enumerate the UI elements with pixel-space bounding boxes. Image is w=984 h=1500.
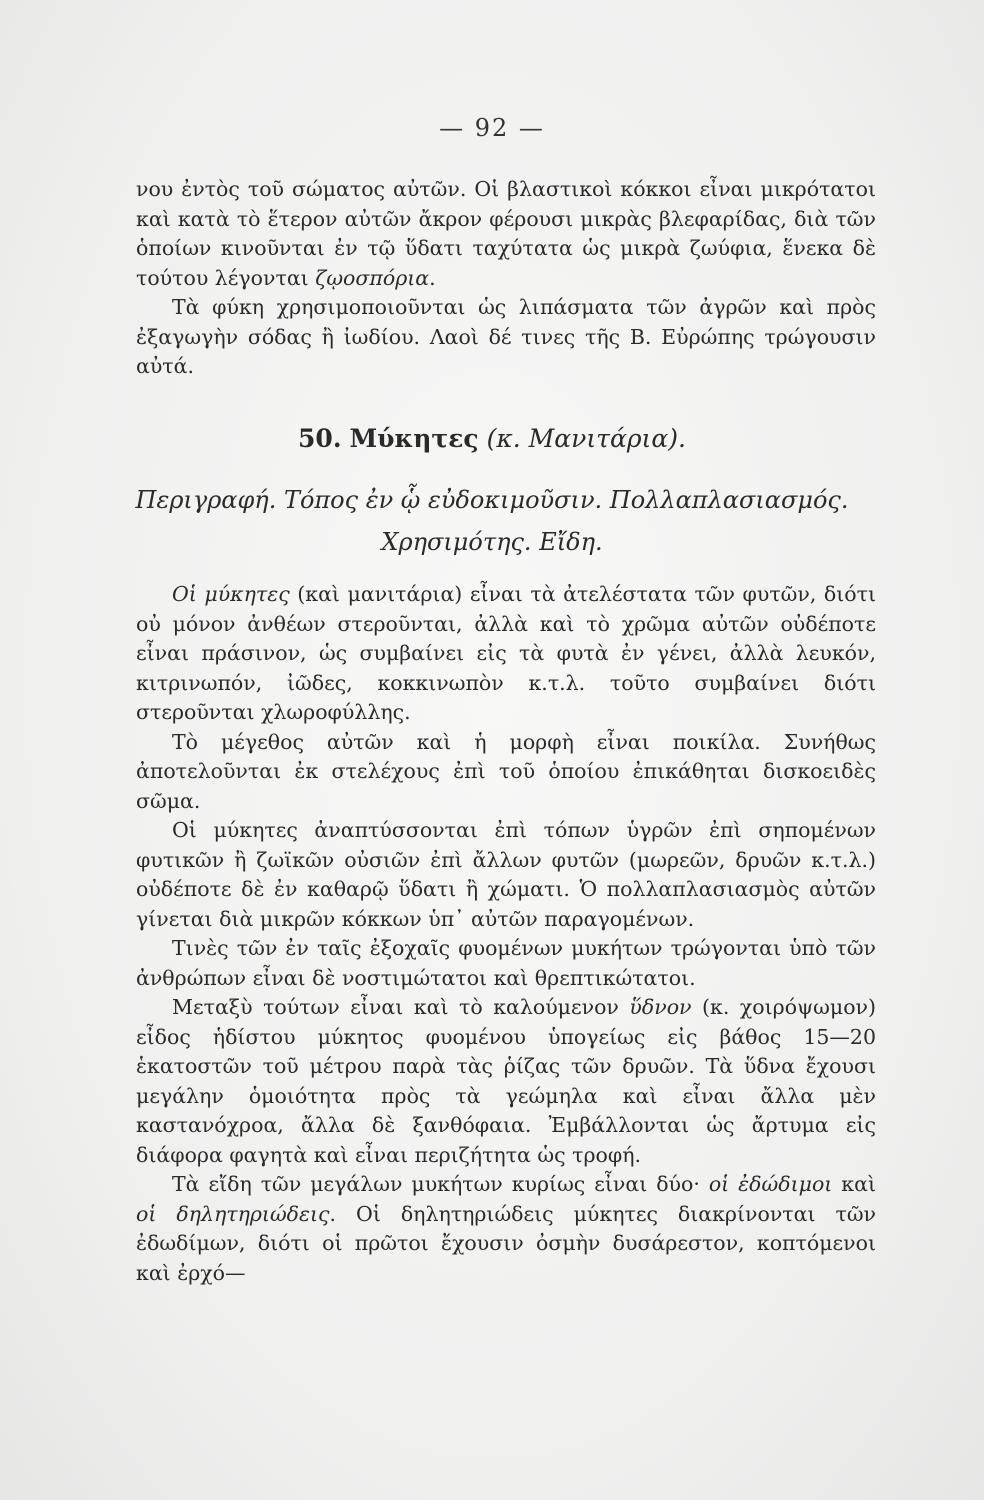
paragraph-text: καὶ [832, 1172, 876, 1196]
section-alt-name: (κ. Μανιτάρια). [486, 424, 686, 453]
section-title: Μύκητες [349, 424, 479, 453]
paragraph-uses-of-algae: Τὰ φύκη χρησιμοποιοῦνται ὡς λιπάσματα τῶν ἀγρῶν καὶ πρὸς ἐξαγωγὴν σόδας ἢ ἰωδίου. Λαοὶ δέ τινες τῆς Β. Εὐρώπης τρώγουσιν αὐτά. [136, 295, 876, 378]
paragraph-text: Μεταξὺ τούτων εἶναι καὶ τὸ καλούμενον [172, 995, 630, 1019]
paragraph-form: Τὸ μέγεθος αὐτῶν καὶ ἡ μορφὴ εἶναι ποικίλα. Συνήθως ἀποτελοῦνται ἐκ στελέχους ἐπὶ τοῦ ὁποίου ἐπικάθηται δισκοειδὲς σῶμα. [136, 729, 876, 813]
paragraph-text: νου ἐντὸς τοῦ σώματος αὐτῶν. Οἱ βλαστικοὶ κόκκοι εἶναι μικρότατοι καὶ κατὰ τὸ ἕτερον αὐτῶν ἄκρον φέρουσι μικρὰς βλεφαρίδας, διὰ τῶν ὁποίων κινοῦνται ἐν τῷ ὕδατι ταχύτατα ὡς μικρὰ ζωύφια, ἕνεκα δὲ τούτου λέγονται [136, 177, 876, 290]
top-text-block [136, 175, 876, 382]
paragraph-text: . Οἱ δηλητηριώδεις μύκητες διακρίνονται τῶν ἐδωδίμων, διότι οἱ πρῶτοι ἔχουσιν ὀσμὴν δυσάρεστον, κοπτόμενοι καὶ ἐρχό— [136, 1201, 876, 1285]
paragraph-text: Τὰ εἴδη τῶν μεγάλων μυκήτων κυρίως εἶναι δύο· [172, 1172, 709, 1196]
emphasis-term: οἱ δηλητηριώδεις [136, 1201, 330, 1226]
paragraph-text: (καὶ μανιτάρια) εἶναι τὰ ἀτελέστατα τῶν φυτῶν, διότι οὐ μόνον ἀνθέων στεροῦνται, ἀλλὰ καὶ τὸ χρῶμα αὐτῶν οὐδέποτε εἶναι πράσινον, ὡς συμβαίνει εἰς τὰ φυτὰ ἐν γένει, ἀλλὰ λευκόν, κιτρινωπόν, ἰῶδες, κοκκινωπὸν κ.τ.λ. τοῦτο συμβαίνει διότι στεροῦνται χλωροφύλλης. [136, 582, 877, 724]
paragraph-edible: Τινὲς τῶν ἐν ταῖς ἐξοχαῖς φυομένων μυκήτων τρώγονται ὑπὸ τῶν ἀνθρώπων εἶναι δὲ νοστιμώτατοι καὶ θρεπτικώτατοι. [136, 936, 876, 990]
paragraph-text: . [429, 265, 436, 290]
section-number: 50. [298, 424, 342, 453]
page-number: — 92 — [439, 114, 545, 142]
paragraph-species [136, 1170, 876, 1288]
section-subheading: Περιγραφή. Τόπος ἐν ᾧ εὐδοκιμοῦσιν. Πολλαπλασιασμός. [135, 486, 849, 514]
body-text-block [136, 580, 876, 1288]
emphasis-term: ζῳοσπόρια [315, 265, 430, 290]
section-heading [0, 424, 984, 453]
paragraph-continuation [136, 175, 876, 293]
emphasis-term: οἱ ἐδώδιμοι [708, 1172, 833, 1196]
paragraph-description [136, 580, 876, 728]
paragraph-text: (κ. χοιρόψωμον) εἶδος ἡδίστου μύκητος φυομένου ὑπογείως εἰς βάθος 15—20 ἑκατοστῶν τοῦ μέτρου παρὰ τὰς ῥίζας τῶν δρυῶν. Τὰ ὕδνα ἔχουσι μεγάλην ὁμοιότητα πρὸς τὰ γεώμηλα καὶ εἶναι ἄλλα μὲν καστανόχροα, ἄλλα δὲ ξανθόφαια. Ἐμβάλλονται ὡς ἄρτυμα εἰς διάφορα φαγητὰ καὶ εἶναι περιζήτητα ὡς τροφή. [136, 995, 876, 1167]
emphasis-term: ὕδνον [629, 995, 692, 1019]
section-subheading: Χρησιμότης. Εἴδη. [381, 528, 603, 556]
paragraph-truffles [136, 993, 876, 1170]
paragraph-habitat: Οἱ μύκητες ἀναπτύσσονται ἐπὶ τόπων ὑγρῶν ἐπὶ σηπομένων φυτικῶν ἢ ζωϊκῶν οὐσιῶν ἐπὶ ἄλλων φυτῶν (μωρεῶν, δρυῶν κ.τ.λ.) οὐδέποτε δὲ ἐν καθαρῷ ὕδατι ἢ χώματι. Ὁ πολλαπλασιασμὸς αὐτῶν γίνεται διὰ μικρῶν κόκκων ὑπ᾽ αὐτῶν παραγομένων. [136, 818, 876, 931]
emphasis-term: Οἱ μύκητες [172, 582, 290, 606]
